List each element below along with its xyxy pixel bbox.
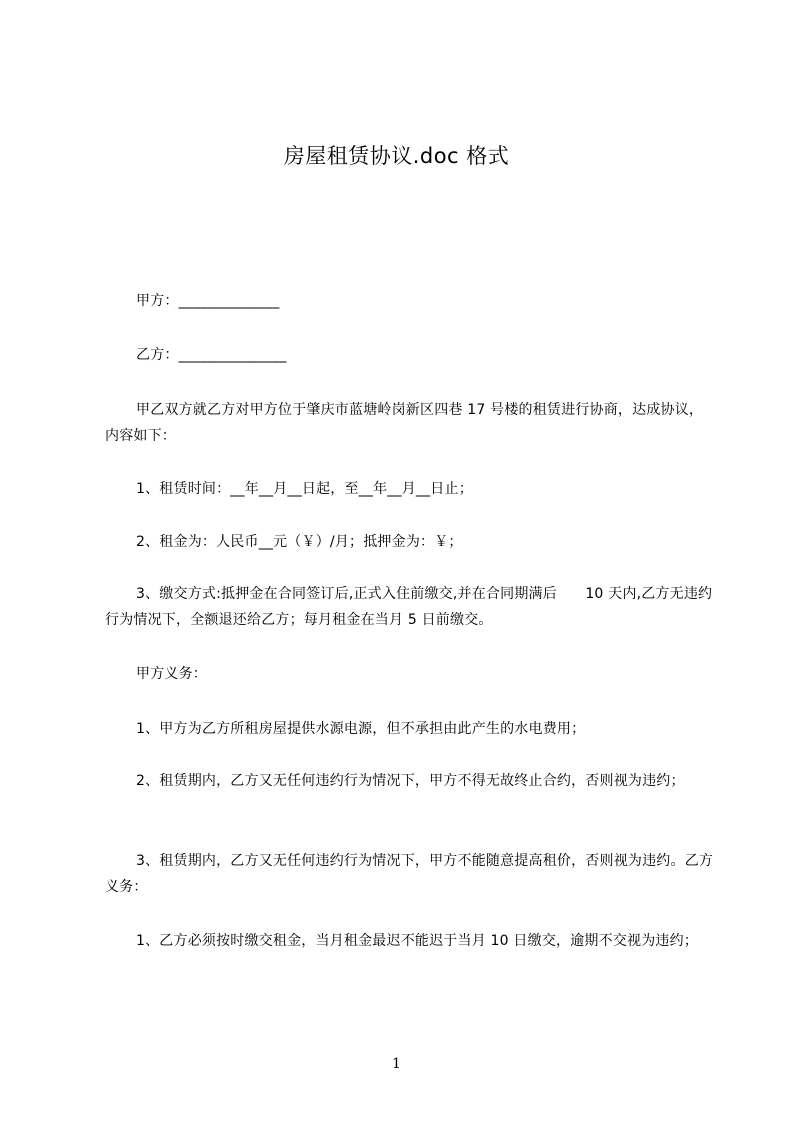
- party-a-obligation-1: 1、甲方为乙方所租房屋提供水源电源，但不承担由此产生的水电费用；: [136, 721, 586, 737]
- page-number: 1: [392, 1056, 401, 1072]
- party-a-obligation-2: 2、租赁期内，乙方又无任何违约行为情况下，甲方不得无故终止合约，否则视为违约；: [136, 773, 685, 789]
- clause-payment-method: 3、缴交方式:抵押金在合同签订后,正式入住前缴交,并在合同期满后 10 天内,乙方无违约行为情况下，全额退还给乙方；每月租金在当月 5 日前缴交。: [105, 586, 713, 628]
- party-b-line: 乙方：_______________: [136, 347, 287, 363]
- document-title: 房屋租赁协议.doc 格式: [283, 144, 510, 168]
- party-a-obligation-3: 3、租赁期内，乙方又无任何违约行为情况下，甲方不能随意提高租价，否则视为违约。乙方义务：: [105, 853, 714, 895]
- party-a-line: 甲方：______________: [136, 293, 280, 309]
- party-b-obligation-1: 1、乙方必须按时缴交租金，当月租金最迟不能迟于当月 10 日缴交，逾期不交视为违约；: [136, 933, 699, 949]
- clause-lease-term: 1、租赁时间：__年__月__日起，至__年__月__日止；: [136, 481, 473, 497]
- intro-paragraph: 甲乙双方就乙方对甲方位于肇庆市蓝塘岭岗新区四巷 17 号楼的租赁进行协商，达成协议，内容如下：: [105, 402, 704, 444]
- clause-rent-amount: 2、租金为：人民币__元（￥）/月；抵押金为：￥；: [136, 534, 463, 550]
- party-a-obligations-heading: 甲方义务：: [136, 666, 207, 682]
